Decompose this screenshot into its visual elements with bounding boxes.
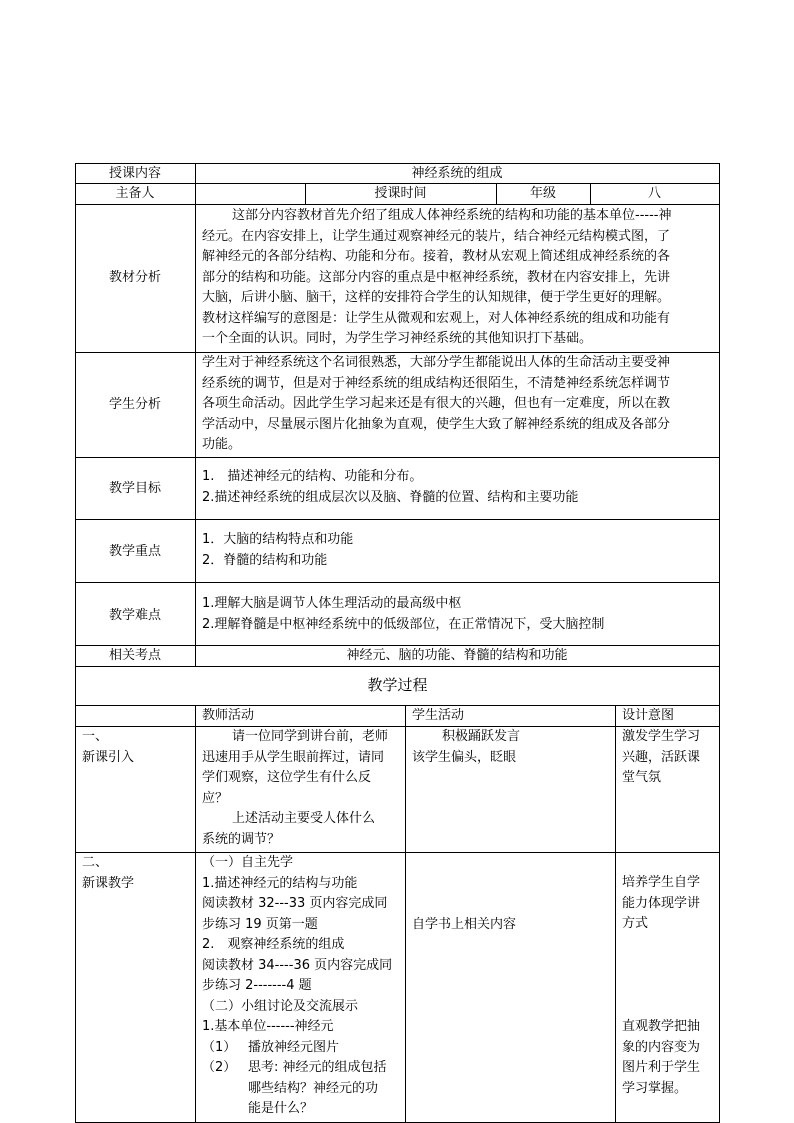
table-line xyxy=(195,163,196,666)
course-content-label: 授课内容 xyxy=(108,166,161,181)
objective-item: 2.描述神经系统的组成层次以及脑、脊髓的位置、结构和主要功能 xyxy=(202,489,579,505)
table-line xyxy=(75,457,720,458)
table-line xyxy=(75,852,720,853)
table-line xyxy=(75,582,720,583)
difficulty-item: 2.理解脊髓是中枢神经系统中的低级部位，在正常情况下，受大脑控制 xyxy=(202,616,605,632)
sub-item: （2） 思考: 神经元的组成包括 xyxy=(202,1060,387,1075)
new-lesson-teacher-activity: （一）自主先学 1.描述神经元的结构与功能 阅读教材 32---33 页内容完成同 步练习 19 页第一题 2. 观察神经系统的组成 阅读教材 34----36 页内容完成同 步练习 2-------4 题 （二）小组讨论及交流展示 1.基本单位------神经元 （1） 播放神经元图片 （2） 思考: 神经元的组成包括 哪些结构？神经元的功 能是什么？ xyxy=(202,855,393,1116)
table-line xyxy=(615,705,616,1123)
objectives-list xyxy=(202,467,578,508)
table-line xyxy=(75,163,76,1123)
table-line xyxy=(405,705,406,1123)
table-line xyxy=(719,163,720,1123)
new-lesson-student-activity: 自学书上相关内容 xyxy=(412,917,517,932)
intro-student-activity: 积极踊跃发言 该学生偏头，眨眼 xyxy=(412,729,521,765)
intro-design-intent: 激发学生学习 兴趣，活跃课 堂气氛 xyxy=(622,729,701,785)
grade-label: 年级 xyxy=(529,186,556,201)
exam-points-label: 相关考点 xyxy=(108,648,161,663)
key-points-list xyxy=(202,530,353,571)
sub-item: （1） 播放神经元图片 xyxy=(202,1039,340,1055)
time-label: 授课时间 xyxy=(374,186,427,201)
stage-intro: 一、 新课引入 xyxy=(82,729,135,765)
objectives-label: 教学目标 xyxy=(108,481,161,496)
col-teacher-header: 教师活动 xyxy=(202,708,255,723)
preparer-label: 主备人 xyxy=(115,186,155,201)
grade-value: 八 xyxy=(647,186,661,201)
difficulties-list xyxy=(202,594,604,635)
intro-teacher-activity: 请一位同学到讲台前，老师 迅速用手从学生眼前挥过，请同 学们观察，这位学生有什么反 应？ 上述活动主要受人体什么 系统的调节？ xyxy=(202,729,389,847)
process-title: 教学过程 xyxy=(367,676,428,694)
table-line xyxy=(195,705,196,1123)
table-line xyxy=(75,666,720,667)
col-design-header: 设计意图 xyxy=(622,708,675,723)
student-analysis-text: 学生对于神经系统这个名词很熟悉，大部分学生都能说出人体的生命活动主要受神 经系统的调节，但是对于神经系统的组成结构还很陌生，不清楚神经系统怎样调节 各项生命活动。因此学生学习起来还是有很大的兴趣，但也有一定难度，所以在教 学活动中，尽量展示图片化抽象为直观，使学生大致了解神经系统的组成及各部分 功能。 xyxy=(202,355,671,452)
key-point-item: 1．大脑的结构特点和功能 xyxy=(202,532,354,547)
new-lesson-design-intent-1: 培养学生自学 能力体现学讲 方式 xyxy=(622,875,701,931)
difficulty-item: 1.理解大脑是调节人体生理活动的最高级中枢 xyxy=(202,596,462,611)
key-point-item: 2．脊髓的结构和功能 xyxy=(202,552,328,568)
stage-new-lesson: 二、 新课教学 xyxy=(82,855,135,891)
table-line xyxy=(75,204,720,205)
student-analysis-label: 学生分析 xyxy=(108,397,161,412)
exam-points-value: 神经元、脑的功能、脊髓的结构和功能 xyxy=(346,648,568,663)
new-lesson-design-intent-2: 直观教学把抽 象的内容变为 图片利于学生 学习掌握。 xyxy=(622,1019,701,1096)
key-points-label: 教学重点 xyxy=(108,544,161,559)
table-line xyxy=(75,519,720,520)
textbook-analysis-label: 教材分析 xyxy=(108,270,161,285)
col-student-header: 学生活动 xyxy=(412,708,465,723)
objective-item: 1. 描述神经元的结构、功能和分布。 xyxy=(202,469,423,484)
difficulties-label: 教学难点 xyxy=(108,608,161,623)
course-content-value: 神经系统的组成 xyxy=(411,166,503,181)
textbook-analysis-text: 这部分内容教材首先介绍了组成人体神经系统的结构和功能的基本单位-----神 经元。在内容安排上，让学生通过观察神经元的装片，结合神经元结构模式图，了 解神经元的各部分结构、功能和分布。接着，教材从宏观上简述组成神经系统的各 部分的结构和功能。这部分内容的重点是中枢神经系统，教材在内容安排上，先讲 大脑，后讲小脑、脑干，这样的安排符合学生的认知规律，便于学生更好的理解。 教材这样编写的意图是：让学生从微观和宏观上，对人体神经系统的组成和功能有 一个全面的认识。同时，为学生学习神经系统的其他知识打下基础。 xyxy=(202,208,672,346)
